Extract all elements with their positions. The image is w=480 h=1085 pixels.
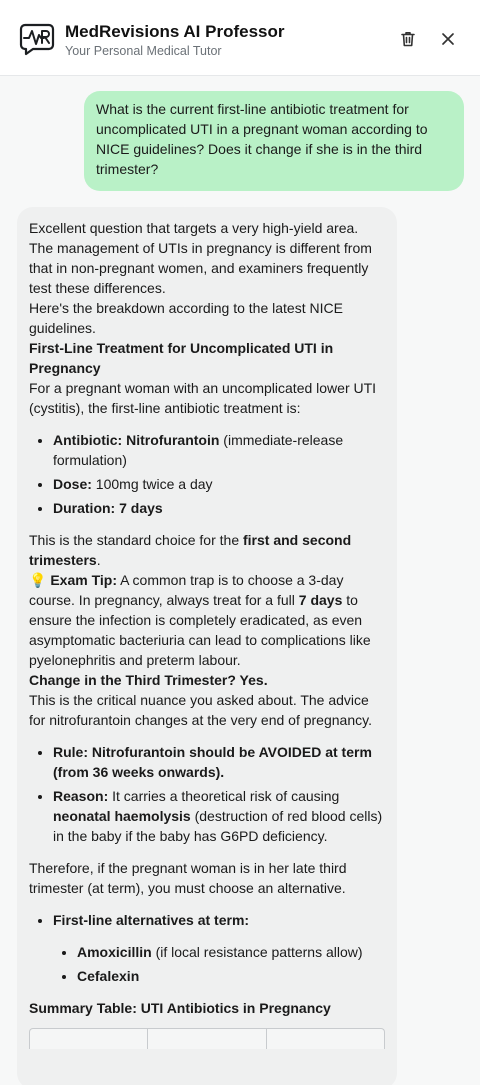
chat-messages[interactable] xyxy=(0,77,480,1085)
alternatives-sublist xyxy=(53,942,385,986)
standard-choice-text: This is the standard choice for the first and second trimesters. xyxy=(29,532,352,568)
list-item: • Dose: 100mg twice a day xyxy=(53,474,385,494)
alternatives-list xyxy=(29,910,385,986)
app-title: MedRevisions AI Professor xyxy=(65,22,285,41)
ai-intro-2: Here's the breakdown according to the latest NICE guidelines. xyxy=(29,300,343,336)
summary-table xyxy=(29,1028,385,1049)
rule-list xyxy=(29,742,385,846)
chat-heartbeat-logo-icon xyxy=(19,22,55,56)
user-message-text: What is the current first-line antibiotic treatment for uncomplicated UTI in a pregnant woman according to NICE guidelines? Does it change if she is in the third trimester? xyxy=(96,101,428,177)
chat-header xyxy=(0,0,480,76)
section-text: For a pregnant woman with an uncomplicated lower UTI (cystitis), the first-line antibiotic treatment is: xyxy=(29,380,377,416)
list-item: • Amoxicillin (if local resistance patterns allow) xyxy=(77,942,385,962)
summary-title: Summary Table: UTI Antibiotics in Pregnancy xyxy=(29,1000,331,1016)
section-title: Change in the Third Trimester? Yes. xyxy=(29,672,268,688)
table-column xyxy=(148,1029,266,1049)
ai-message-bubble xyxy=(17,207,397,1085)
exam-tip: 💡 Exam Tip: A common trap is to choose a 3-day course. In pregnancy, always treat for a full 7 days to ensure the infection is completely eradicated, as even asymptomatic bacteriuria can lead to complications like pyelonephritis and preterm labour. xyxy=(29,572,371,668)
trash-icon[interactable] xyxy=(398,29,418,49)
therefore-text: Therefore, if the pregnant woman is in her late third trimester (at term), you must choose an alternative. xyxy=(29,860,347,896)
list-item: • Antibiotic: Nitrofurantoin (immediate-release formulation) xyxy=(53,430,385,470)
table-column xyxy=(267,1029,384,1049)
list-item: • First-line alternatives at term: • Amoxicillin (if local resistance patterns allow) • Cefalexin xyxy=(53,910,385,986)
section-text: This is the critical nuance you asked about. The advice for nitrofurantoin changes at the very end of pregnancy. xyxy=(29,692,372,728)
list-item: • Rule: Nitrofurantoin should be AVOIDED at term (from 36 weeks onwards). xyxy=(53,742,385,782)
list-item: • Cefalexin xyxy=(77,966,385,986)
table-column xyxy=(30,1029,148,1049)
user-message-bubble xyxy=(84,91,464,191)
close-icon[interactable] xyxy=(438,29,458,49)
list-item: • Reason: It carries a theoretical risk of causing neonatal haemolysis (destruction of red blood cells) in the baby if the baby has G6PD deficiency. xyxy=(53,786,385,846)
list-item: • Duration: 7 days xyxy=(53,498,385,518)
treatment-list xyxy=(29,430,385,518)
app-subtitle: Your Personal Medical Tutor xyxy=(65,44,222,58)
ai-intro: Excellent question that targets a very high-yield area. The management of UTIs in pregnancy is different from that in non-pregnant women, and examiners frequently test these differences. xyxy=(29,220,372,296)
section-title: First-Line Treatment for Uncomplicated UTI in Pregnancy xyxy=(29,340,334,376)
lightbulb-icon: 💡 xyxy=(29,572,47,588)
